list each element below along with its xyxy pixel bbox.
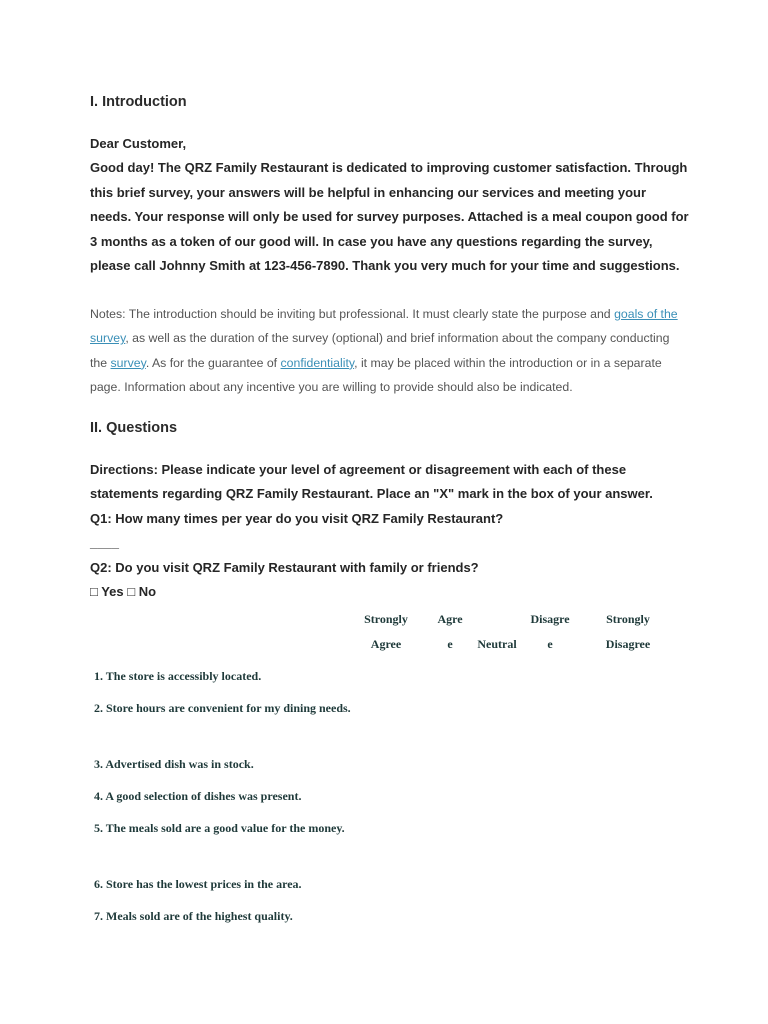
confidentiality-link[interactable]: confidentiality [280,355,355,370]
notes-paragraph [90,302,680,400]
statement-row: 6. Store has the lowest prices in the area. [94,877,302,891]
question-1: Q1: How many times per year do you visit QRZ Family Restaurant? [90,510,504,526]
statement-row: 4. A good selection of dishes was present. [94,789,302,803]
notes-text-2: , as well as the duration of the survey (optional) and brief information about the company conducting the [90,331,670,370]
notes-text-4: , it may be placed within the introduction or in a separate page. Information about any incentive you are willing to provide should also be indicated. [90,355,662,395]
introduction-heading: I. Introduction [90,94,187,110]
directions-text: Directions: Please indicate your level of agreement or disagreement with each of these statements regarding QRZ Family Restaurant. Place an "X" mark in the box of your answer. [90,462,653,502]
greeting-text: Dear Customer, [90,136,187,151]
survey-link[interactable]: survey [110,355,146,370]
column-label-line: Neutral [477,637,517,651]
column-label-line: Agree [370,637,402,651]
column-strongly-agree [356,607,416,657]
column-disagree [524,607,576,657]
column-label-line: Strongly [364,612,408,626]
column-label-line: e [547,637,553,651]
notes-text-1: Notes: The introduction should be inviting but professional. It must clearly state the purpose and [90,307,615,321]
statement-row: 7. Meals sold are of the highest quality. [94,909,293,923]
notes-text-3: . As for the guarantee of [145,355,281,370]
column-label-line: Agre [437,612,463,626]
question-2-options: □ Yes □ No [90,584,157,600]
introduction-letter [90,132,690,278]
column-neutral [468,607,526,657]
introduction-body: Good day! The QRZ Family Restaurant is dedicated to improving customer satisfaction. Through this brief survey, your answers will be helpful in enhancing our services and meeting your needs. Your response will only be used for survey purposes. Attached is a meal coupon good for 3 months as a token of our good will. In case you have any questions regarding the survey, please call Johnny Smith at 123-456-7890. Thank you very much for your time and suggestions. [90,160,689,274]
column-label-line: e [447,637,453,651]
questions-heading: II. Questions [90,420,178,436]
statement-row: 1. The store is accessibly located. [94,669,262,683]
question-1-blank: ____ [90,535,119,551]
column-label-line: Strongly [606,612,650,626]
statement-row: 3. Advertised dish was in stock. [94,757,254,771]
column-label-line: Disagree [605,637,651,651]
statement-row: 5. The meals sold are a good value for the money. [94,821,345,835]
column-agree [430,607,470,657]
goals-of-survey-link[interactable]: goals of the survey [90,307,678,346]
column-label-line: Disagre [530,612,570,626]
column-strongly-disagree [596,607,660,657]
statement-row: 2. Store hours are convenient for my dining needs. [94,701,351,715]
column-label-line [468,607,526,632]
question-2: Q2: Do you visit QRZ Family Restaurant with family or friends? [90,559,479,575]
questions-section [90,458,690,604]
